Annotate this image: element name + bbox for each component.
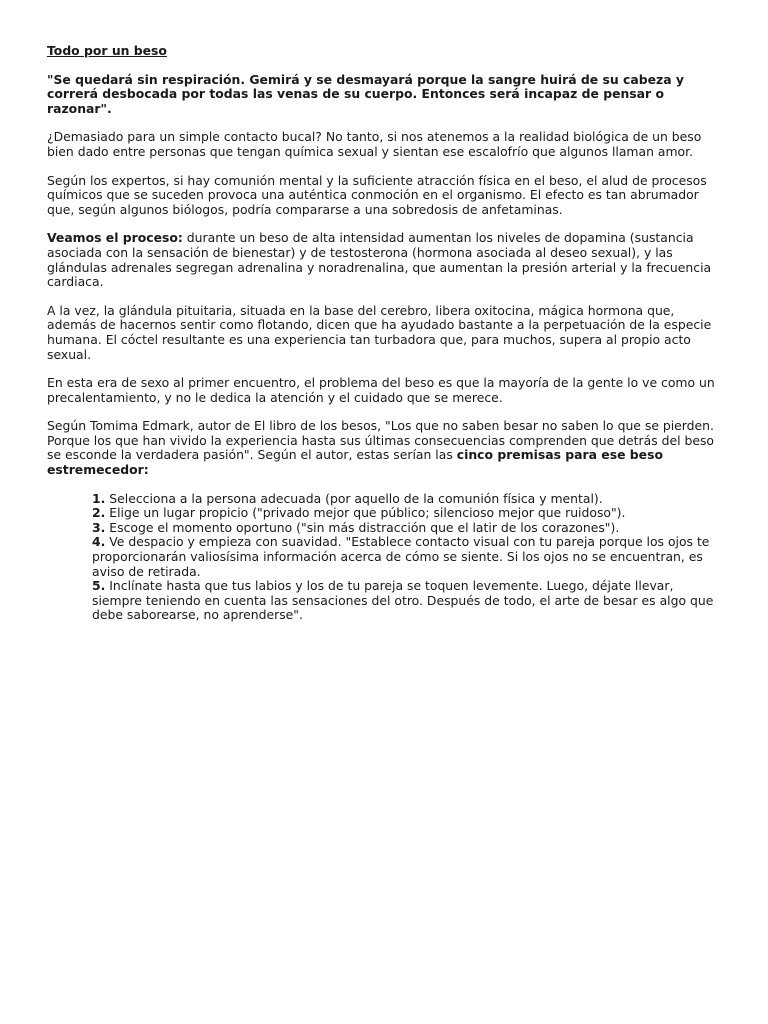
- paragraph-3: [47, 231, 727, 289]
- paragraph-3-lead: Veamos el proceso:: [47, 230, 183, 246]
- list-item-text: Inclínate hasta que tus labios y los de tu pareja se toquen levemente. Luego, déjate llevar, siempre teniendo en cuenta las sensaciones del otro. Después de todo, el arte de besar es algo que debe saborearse, no aprenderse".: [92, 578, 714, 623]
- list-item-number: 4.: [92, 534, 106, 550]
- paragraph-6-bold: cinco premisas para ese beso estremecedor:: [47, 447, 663, 478]
- premises-list: [47, 492, 727, 623]
- paragraph-3-body: durante un beso de alta intensidad aumentan los niveles de dopamina (sustancia asociada con la sensación de bienestar) y de testosterona (hormona asociada al deseo sexual), y las glándulas adrenales segregan adrenalina y noradrenalina, que aumentan la presión arterial y la frecuencia cardiaca.: [47, 230, 712, 290]
- list-item-number: 2.: [92, 505, 106, 521]
- list-item-text: Elige un lugar propicio ("privado mejor que público; silencioso mejor que ruidoso").: [105, 505, 626, 521]
- list-item-text: Selecciona a la persona adecuada (por aquello de la comunión física y mental).: [105, 490, 603, 506]
- list-item-number: 3.: [92, 519, 106, 535]
- opening-quote: "Se quedará sin respiración. Gemirá y se desmayará porque la sangre huirá de su cabeza y correrá desbocada por todas las venas de su cuerpo. Entonces será incapaz de pensar o razonar".: [47, 71, 684, 116]
- list-item-number: 5.: [92, 578, 106, 594]
- paragraph-2: Según los expertos, si hay comunión mental y la suficiente atracción física en el beso, el alud de procesos químicos que se suceden provoca una auténtica conmoción en el organismo. El efecto es tan abrumador que, según algunos biólogos, podría compararse a una sobredosis de anfetaminas.: [47, 172, 707, 217]
- paragraph-4: A la vez, la glándula pituitaria, situada en la base del cerebro, libera oxitocina, mágica hormona que, además de hacernos sentir como flotando, dicen que ha ayudado bastante a la perpetuación de la especie humana. El cóctel resultante es una experiencia tan turbadora que, para muchos, supera al propio acto sexual.: [47, 302, 712, 362]
- paragraph-5: En esta era de sexo al primer encuentro, el problema del beso es que la mayoría de la gente lo ve como un precalentamiento, y no le dedica la atención y el cuidado que se merece.: [47, 375, 715, 405]
- list-item: [92, 492, 727, 507]
- list-item: [92, 521, 727, 536]
- document-page: [47, 44, 727, 623]
- paragraph-6: [47, 419, 727, 477]
- list-item: [92, 506, 727, 521]
- document-title: Todo por un beso: [47, 43, 167, 58]
- list-item-text: Ve despacio y empieza con suavidad. "Establece contacto visual con tu pareja porque los ojos te proporcionarán valiosísima información acerca de cómo se siente. Si los ojos no se encuentran, es aviso de retirada.: [92, 534, 710, 579]
- list-item-number: 1.: [92, 490, 106, 506]
- list-item-text: Escoge el momento oportuno ("sin más distracción que el latir de los corazones").: [105, 519, 620, 535]
- paragraph-6-body: Según Tomima Edmark, autor de El libro de los besos, "Los que no saben besar no saben lo que se pierden. Porque los que han vivido la experiencia hasta sus últimas consecuencias comprenden que detrás del beso se esconde la verdadera pasión". Según el autor, estas serían las: [47, 418, 714, 463]
- paragraph-1: ¿Demasiado para un simple contacto bucal? No tanto, si nos atenemos a la realidad biológica de un beso bien dado entre personas que tengan química sexual y sientan ese escalofrío que algunos llaman amor.: [47, 129, 702, 159]
- list-item: [92, 579, 727, 623]
- list-item: [92, 535, 727, 579]
